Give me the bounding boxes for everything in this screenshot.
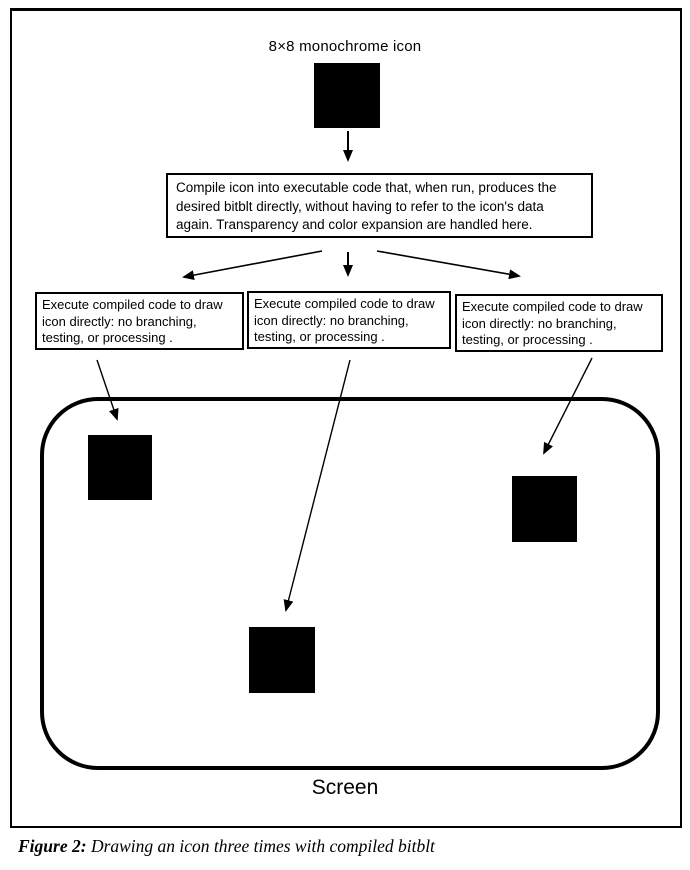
screen-label: Screen (311, 776, 379, 799)
execute-box-left: Execute compiled code to draw icon directly: no branching, testing, or processing . (35, 292, 244, 350)
monochrome-icon-bitmap (314, 63, 380, 128)
figure-caption-label: Figure 2: (18, 836, 87, 856)
execute-box-middle: Execute compiled code to draw icon directly: no branching, testing, or processing . (247, 291, 451, 349)
drawn-icon-middle (249, 627, 315, 693)
drawn-icon-right (512, 476, 577, 542)
compile-box: Compile icon into executable code that, when run, produces the desired bitblt directly, without having to refer to the icon's data again. Transparency and color expansion are handled here. (166, 173, 593, 238)
drawn-icon-left (88, 435, 152, 500)
figure-caption-text: Drawing an icon three times with compiled bitblt (86, 836, 435, 856)
icon-label: 8×8 monochrome icon (268, 38, 422, 55)
execute-box-right: Execute compiled code to draw icon directly: no branching, testing, or processing . (455, 294, 663, 352)
figure-caption (18, 836, 678, 857)
